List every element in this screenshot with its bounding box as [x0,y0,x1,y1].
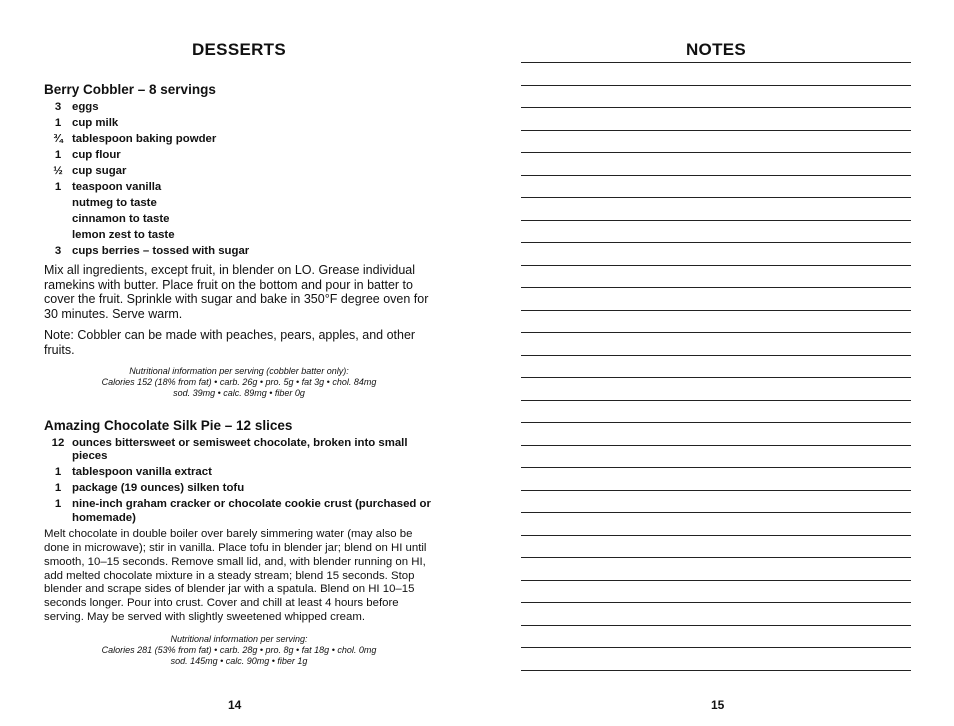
ingredient-item: eggs [72,101,99,113]
note-line [521,310,911,333]
nutrition-line: Nutritional information per serving (cobbler batter only): [129,366,349,377]
note-line [521,152,911,175]
ingredient [44,165,434,178]
note-line [521,422,911,445]
ingredient [44,245,434,258]
ingredient [44,437,434,464]
page-number: 15 [711,698,725,712]
ingredient-item: teaspoon vanilla [72,181,162,193]
note-line [521,400,911,423]
note-line [521,602,911,625]
ingredient-qty: 1 [54,482,62,495]
nutrition-line: Nutritional information per serving: [170,634,308,645]
ingredient-item: package (19 ounces) silken tofu [72,482,245,495]
ingredient-qty [44,229,72,242]
right-page [477,0,954,726]
note-line [521,242,911,265]
ingredient-item: lemon zest to taste [72,229,175,241]
note-line [521,197,911,220]
ingredient-item: cups berries – tossed with sugar [72,245,250,257]
ingredient-item: nine-inch graham cracker or chocolate cookie crust (purchased or homemade) [72,498,431,524]
recipe-title: Berry Cobbler – 8 servings [44,82,216,97]
nutrition-line: sod. 145mg • calc. 90mg • fiber 1g [170,656,308,667]
note-line [521,287,911,310]
ingredient [44,466,434,479]
ingredient-item: cup sugar [72,165,127,177]
note-line [521,557,911,580]
ingredient-qty: 3 [54,101,62,113]
ingredient-qty: 1 [54,117,62,129]
ingredient-qty: 1 [54,498,62,511]
ingredient [44,101,434,114]
note-line [521,332,911,355]
recipe-title: Amazing Chocolate Silk Pie – 12 slices [44,418,293,433]
note-line [521,670,911,693]
ingredient-list [44,101,434,258]
nutrition-line: Calories 152 (18% from fat) • carb. 26g • pro. 5g • fat 3g • chol. 84mg [101,377,377,388]
note-line [521,625,911,648]
note-line [521,175,911,198]
nutrition-info [44,366,434,399]
ingredient-list [44,437,434,525]
ingredient-qty: 1 [54,181,62,193]
nutrition-line: sod. 39mg • calc. 89mg • fiber 0g [173,388,305,399]
note-line [521,580,911,603]
note-line [521,107,911,130]
note-line [521,490,911,513]
recipe-directions: Mix all ingredients, except fruit, in blender on LO. Grease individual ramekins with butter. Place fruit on the bottom and pour in batter to cover the fruit. Sprinkle with sugar and bake in 350°F degree oven for 30 minutes. Serve warm. [44,263,429,321]
ingredient-qty: 1 [54,149,62,161]
ingredient [44,498,434,525]
ingredient-qty: 1 [54,466,62,479]
note-line [521,220,911,243]
ingredient [44,133,434,146]
ingredient-item: ounces bittersweet or semisweet chocolate, broken into small pieces [72,437,408,463]
ingredient-item: cup milk [72,117,119,129]
page-heading: DESSERTS [191,40,287,59]
note-line [521,535,911,558]
ingredient-item: tablespoon baking powder [72,133,217,145]
note-line [521,512,911,535]
note-line [521,445,911,468]
ingredient [44,149,434,162]
ingredient-qty: 3 [54,245,62,257]
ingredient [44,482,434,495]
ingredient [44,181,434,194]
page-heading: NOTES [685,40,747,59]
ingredient-item: nutmeg to taste [72,197,157,209]
ingredient [44,197,434,210]
ingredient-qty: ¾ [53,133,63,145]
ingredient-item: tablespoon vanilla extract [72,466,212,479]
note-line [521,265,911,288]
recipe-directions: Melt chocolate in double boiler over barely simmering water (may also be done in microwave); stir in vanilla. Place tofu in blender jar; blend on HI until smooth, 10–15 seconds. Remove small lid, and, with blender running on HI, add melted chocolate mixture in a steady stream; blend 15 seconds. Stop blender and scrape sides of blender jar with a spatula. Blend on HI 10–15 seconds longer. Pour into crust. Cover and chill at least 4 hours before serving. May be served with slightly sweetened whipped cream. [44,527,427,624]
ingredient-item: cinnamon to taste [72,213,170,225]
ingredient [44,229,434,242]
recipe-note: Note: Cobbler can be made with peaches, pears, apples, and other fruits. [44,328,416,357]
note-line [521,647,911,670]
notes-lines [521,62,911,692]
recipe-chocolate-silk-pie [44,417,434,667]
ingredient [44,117,434,130]
ingredient [44,213,434,226]
note-line [521,467,911,490]
note-line [521,62,911,85]
ingredient-qty: 12 [51,437,65,449]
note-line [521,130,911,153]
note-line [521,377,911,400]
nutrition-info [44,634,434,667]
note-line [521,355,911,378]
recipe-berry-cobbler [44,81,434,399]
ingredient-qty [44,197,72,210]
note-line [521,85,911,108]
ingredient-qty [44,213,72,226]
ingredient-qty: ½ [53,165,63,177]
nutrition-line: Calories 281 (53% from fat) • carb. 28g • pro. 8g • fat 18g • chol. 0mg [101,645,377,656]
page-number: 14 [228,698,242,712]
ingredient-item: cup flour [72,149,121,161]
